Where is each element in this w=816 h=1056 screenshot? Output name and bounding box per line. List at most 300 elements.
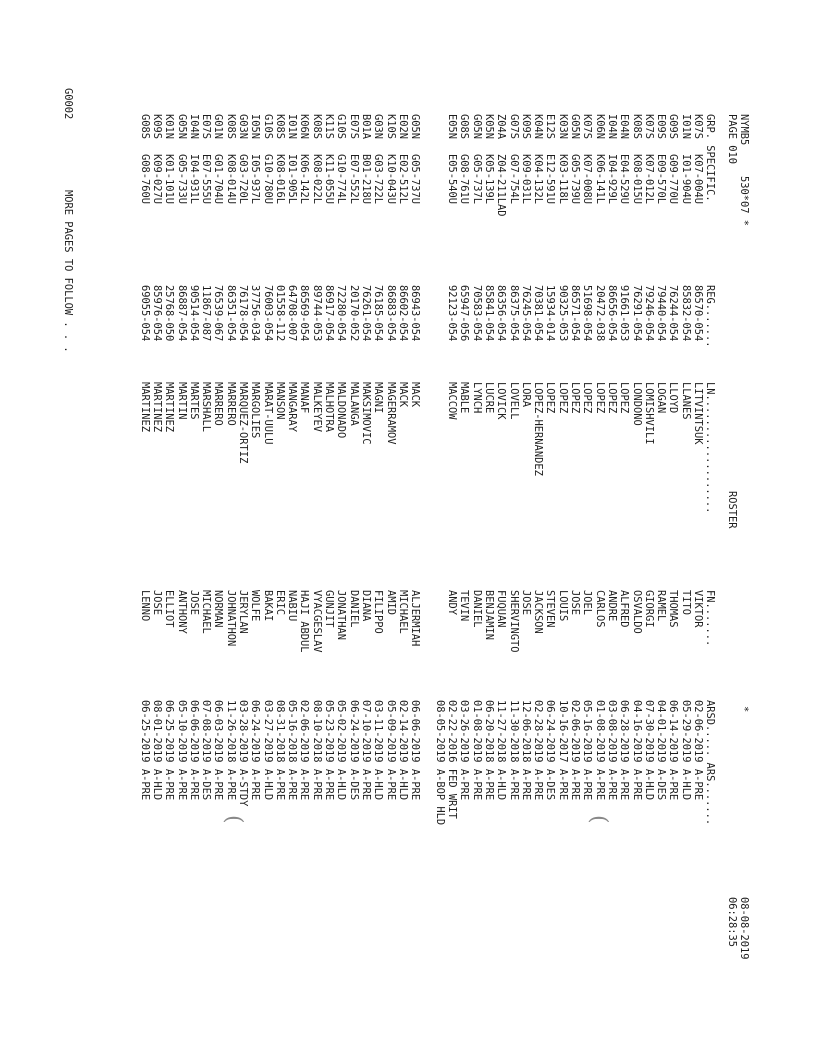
cell-grp: K08S (224, 114, 237, 140)
cell-first-name: ANDRE (605, 590, 618, 622)
cell-specific: E09-570L (655, 154, 668, 205)
cell-grp: E09S (655, 114, 668, 140)
cell-specific: G03-720L (237, 154, 250, 205)
cell-last-name: MARAT-UULU (261, 382, 274, 445)
cell-reg: 64708-007 (286, 285, 299, 342)
cell-last-name: LOPEZ (581, 382, 594, 414)
cell-ards: 08-10-2018 A-PRE (310, 700, 323, 801)
cell-grp: K07S (692, 114, 704, 140)
cell-ards: 07-08-2019 A-DES (200, 700, 213, 801)
table-row (618, 0, 630, 1056)
col-fn: FN....... (704, 590, 716, 647)
table-row (237, 0, 249, 1056)
cell-ards: 04-16-2019 A-PRE (630, 700, 643, 801)
cell-specific: G10-774L (335, 154, 348, 205)
cell-last-name: LOPEZ-HERNANDEZ (532, 382, 545, 476)
cell-reg: 86917-054 (323, 285, 336, 342)
cell-first-name: MICHAEL (396, 590, 409, 634)
cell-grp: G01N (212, 114, 225, 140)
margin-paren-mark: ( (221, 815, 246, 824)
cell-first-name: TEVIN (458, 590, 471, 622)
cell-ards: 06-14-2019 A-PRE (667, 700, 680, 801)
table-row (261, 0, 273, 1056)
cell-specific: K06-142L (298, 154, 311, 205)
cell-specific: K01-101U (163, 154, 176, 205)
cell-grp: G03N (237, 114, 250, 140)
cell-last-name: MARTES (187, 382, 200, 420)
cell-first-name: JACKSON (532, 590, 545, 634)
cell-specific: I01-904U (679, 154, 692, 205)
cell-specific: K07-008U (581, 154, 594, 205)
table-row (630, 0, 642, 1056)
cell-specific: K08-014U (224, 154, 237, 205)
cell-last-name: LOMISHVILI (642, 382, 655, 445)
cell-reg: 51698-054 (581, 285, 594, 342)
cell-specific: K07-012L (642, 154, 655, 205)
cell-last-name: MARRERO (224, 382, 237, 426)
table-row (311, 0, 323, 1056)
cell-last-name: LOGAN (655, 382, 668, 414)
cell-grp: I05N (249, 114, 262, 140)
cell-first-name: BENJAMIN (482, 590, 495, 641)
cell-reg: 86569-054 (298, 285, 311, 342)
report-subheader-line (726, 0, 738, 948)
cell-reg: 86883-054 (384, 285, 397, 342)
cell-specific: K08-016L (273, 154, 286, 205)
cell-specific: E05-540U (446, 154, 459, 205)
cell-first-name: CARLOS (593, 590, 606, 628)
cell-last-name: LLOYD (667, 382, 680, 414)
cell-first-name: JOSE (569, 590, 582, 616)
page-footer (62, 0, 74, 353)
table-row (200, 0, 212, 1056)
cell-reg: 11867-087 (200, 285, 213, 342)
cell-specific: G01-704U (212, 154, 225, 205)
cell-last-name: MANSON (273, 382, 286, 420)
table-row (372, 0, 384, 1056)
cell-reg: 65947-056 (458, 285, 471, 342)
table-row (507, 0, 519, 1056)
table-row (556, 0, 568, 1056)
cell-grp: I04N (605, 114, 618, 140)
table-row (544, 0, 556, 1056)
cell-ards: 10-16-2017 A-PRE (556, 700, 569, 801)
cell-specific: K05-139L (482, 154, 495, 205)
cell-grp: E12S (544, 114, 557, 140)
cell-specific: I04-929L (605, 154, 618, 205)
col-ln: LN................... (704, 382, 716, 514)
cell-first-name: NABIU (286, 590, 299, 622)
cell-last-name: LOVELL (507, 382, 520, 420)
cell-grp: G08S (458, 114, 471, 140)
cell-ards: 06-24-2019 A-DES (544, 700, 557, 801)
page-number: PAGE 010 (726, 114, 738, 165)
cell-ards: 06-03-2019 A-PRE (212, 700, 225, 801)
cell-specific: G05-737U (409, 154, 422, 205)
cell-specific: I01-905L (286, 154, 299, 205)
cell-last-name: MAGNI (372, 382, 385, 414)
cell-first-name: GUNJIT (323, 590, 336, 628)
cell-specific: E07-555U (200, 154, 213, 205)
table-row (483, 0, 495, 1056)
cell-first-name: AMID (384, 590, 397, 616)
cell-specific: I05-937L (249, 154, 262, 205)
cell-specific: G05-733U (175, 154, 188, 205)
cell-grp: G08S (138, 114, 151, 140)
cell-first-name: JOSE (187, 590, 200, 616)
table-row (224, 0, 236, 1056)
table-row (298, 0, 310, 1056)
cell-grp: G05N (470, 114, 483, 140)
cell-ards: 02-06-2019 A-PRE (298, 700, 311, 801)
cell-last-name: MARGOLIES (249, 382, 262, 439)
cell-reg: 91661-053 (618, 285, 631, 342)
cell-ards: 03-11-2019 A-HLD (372, 700, 385, 801)
cell-ards: 08-05-2019 A-BOP HLD (433, 700, 446, 826)
cell-ards: 06-25-2019 A-PRE (163, 700, 176, 801)
cell-grp: G05N (569, 114, 582, 140)
cell-reg: 90514-054 (187, 285, 200, 342)
cell-first-name: WOLFE (249, 590, 262, 622)
cell-reg: 70381-054 (532, 285, 545, 342)
cell-ards: 11-26-2018 A-PRE (224, 700, 237, 801)
table-row (569, 0, 581, 1056)
cell-first-name: RAMEL (655, 590, 668, 622)
table-row (188, 0, 200, 1056)
cell-ards: 02-06-2019 A-PRE (569, 700, 582, 801)
table-row (212, 0, 224, 1056)
cell-reg: 85976-054 (150, 285, 163, 342)
cell-first-name: THOMAS (667, 590, 680, 628)
cell-grp: K09S (150, 114, 163, 140)
cell-first-name: ANTHONY (175, 590, 188, 634)
cell-last-name: MACCOW (446, 382, 459, 420)
table-row (667, 0, 679, 1056)
cell-grp: K04N (532, 114, 545, 140)
cell-reg: 86887-054 (175, 285, 188, 342)
cell-last-name: LOPEZ (618, 382, 631, 414)
cell-ards: 11-30-2018 A-PRE (507, 700, 520, 801)
table-row (679, 0, 691, 1056)
cell-grp: E02N (396, 114, 409, 140)
cell-ards: 11-27-2018 A-HLD (495, 700, 508, 801)
col-reg: REG....... (704, 285, 716, 348)
cell-ards: 06-24-2019 A-DES (347, 700, 360, 801)
table-row (163, 0, 175, 1056)
cell-last-name: MARTINEZ (163, 382, 176, 433)
table-row (581, 0, 593, 1056)
cell-last-name: MANGARAY (286, 382, 299, 433)
cell-grp: E04N (618, 114, 631, 140)
report-date: 08-08-2019 (738, 897, 750, 960)
cell-reg: 86943-054 (409, 285, 422, 342)
table-row (655, 0, 667, 1056)
cell-ards: 06-20-2018 A-PRE (482, 700, 495, 801)
cell-ards: 06-06-2019 A-PRE (187, 700, 200, 801)
cell-first-name: JOSE (150, 590, 163, 616)
cell-ards: 01-08-2019 A-PRE (593, 700, 606, 801)
cell-reg: 76178-054 (237, 285, 250, 342)
cell-ards: 04-01-2019 A-DES (655, 700, 668, 801)
cell-grp: K01N (163, 114, 176, 140)
cell-grp: Z04A (495, 114, 508, 140)
cell-specific: B01-218U (359, 154, 372, 205)
cell-first-name: VYACGESLAV (310, 590, 323, 653)
table-row (323, 0, 335, 1056)
col-grp-specific: GRP. SPECIFIC. (704, 114, 716, 202)
cell-ards: 07-10-2019 A-PRE (359, 700, 372, 801)
table-row (274, 0, 286, 1056)
cell-last-name: LONDONO (630, 382, 643, 426)
cell-first-name: DANIEL (347, 590, 360, 628)
cell-ards: 06-06-2019 A-PRE (409, 700, 422, 801)
cell-ards: 01-08-2019 A-PRE (470, 700, 483, 801)
cell-ards: 07-30-2019 A-HLD (642, 700, 655, 801)
table-row (138, 0, 150, 1056)
cell-reg: 70583-054 (470, 285, 483, 342)
table-row (384, 0, 396, 1056)
table-row (151, 0, 163, 1056)
cell-reg: 85841-054 (482, 285, 495, 342)
cell-first-name: NORMAN (212, 590, 225, 628)
cell-reg: 76244-054 (667, 285, 680, 342)
table-row (175, 0, 187, 1056)
cell-ards: 02-22-2016 FED WRIT (446, 700, 459, 819)
cell-reg: 90325-053 (556, 285, 569, 342)
cell-last-name: MANAF (298, 382, 311, 414)
cell-specific: G05-737L (470, 154, 483, 205)
cell-grp: I01N (679, 114, 692, 140)
cell-reg: 79440-054 (655, 285, 668, 342)
cell-grp: K10S (384, 114, 397, 140)
table-row (360, 0, 372, 1056)
col-ards: ARSD..... ARS....... (704, 700, 716, 826)
report-header-line (738, 0, 750, 960)
cell-specific: K09-031L (519, 154, 532, 205)
table-row (397, 0, 409, 1056)
cell-last-name: LYNCH (470, 382, 483, 414)
cell-ards: 02-28-2019 A-PRE (532, 700, 545, 801)
cell-reg: 89744-053 (310, 285, 323, 342)
report-id: NYMB5 (738, 114, 750, 146)
cell-ards: 02-06-2019 A-PRE (692, 700, 704, 801)
cell-ards: 06-24-2019 A-PRE (249, 700, 262, 801)
cell-specific: I04-931L (187, 154, 200, 205)
cell-first-name: SHERVINGTO (507, 590, 520, 653)
cell-ards: 05-23-2019 A-PRE (323, 700, 336, 801)
cell-first-name: JOEL (581, 590, 594, 616)
cell-specific: E04-529U (618, 154, 631, 205)
cell-grp: G05N (409, 114, 422, 140)
cell-grp: K11S (323, 114, 336, 140)
cell-last-name: LITVINTSUK (692, 382, 704, 445)
cell-grp: G10S (261, 114, 274, 140)
footer-note: MORE PAGES TO FOLLOW . . . (62, 190, 74, 353)
cell-last-name: LUCRE (482, 382, 495, 414)
cell-grp: K07S (642, 114, 655, 140)
cell-specific: K07-004U (692, 154, 704, 205)
cell-grp: G10S (335, 114, 348, 140)
cell-ards: 06-25-2019 A-PRE (138, 700, 151, 801)
cell-reg: 86656-054 (605, 285, 618, 342)
cell-last-name: MARQUEZ-ORTIZ (237, 382, 250, 464)
cell-first-name: ALJERMIAH (409, 590, 422, 647)
cell-specific: K08-015U (630, 154, 643, 205)
cell-ards: 03-26-2019 A-PRE (458, 700, 471, 801)
cell-grp: K08S (273, 114, 286, 140)
cell-specific: K11-055U (323, 154, 336, 205)
cell-grp: K05N (482, 114, 495, 140)
cell-first-name: LOUIS (556, 590, 569, 622)
cell-reg: 76291-054 (630, 285, 643, 342)
cell-reg: 20472-038 (593, 285, 606, 342)
cell-specific: K08-022L (310, 154, 323, 205)
cell-last-name: LOPEZ (569, 382, 582, 414)
cell-last-name: LOVICK (495, 382, 508, 420)
cell-last-name: MACK (409, 382, 422, 408)
cell-first-name: VIKTOR (692, 590, 704, 628)
table-row (520, 0, 532, 1056)
cell-reg: 86571-054 (569, 285, 582, 342)
cell-first-name: JONATHAN (335, 590, 348, 641)
cell-first-name: HAJI ABDUL (298, 590, 311, 653)
cell-reg: 86351-054 (224, 285, 237, 342)
cell-last-name: MARTINEZ (150, 382, 163, 433)
cell-specific: G08-761U (458, 154, 471, 205)
cell-last-name: LOPEZ (605, 382, 618, 414)
cell-reg: 15934-014 (544, 285, 557, 342)
cell-reg: 76185-054 (372, 285, 385, 342)
cell-first-name: ANDY (446, 590, 459, 616)
cell-last-name: MARSHALL (200, 382, 213, 433)
table-row (495, 0, 507, 1056)
cell-first-name: TITO (679, 590, 692, 616)
cell-first-name: ALFRED (618, 590, 631, 628)
cell-grp: K06N (593, 114, 606, 140)
cell-first-name: GIORGI (642, 590, 655, 628)
cell-ards: 06-28-2019 A-PRE (618, 700, 631, 801)
cell-first-name: ERIC (273, 590, 286, 616)
table-row (643, 0, 655, 1056)
cell-specific: K10-043U (384, 154, 397, 205)
cell-first-name: JOSE (519, 590, 532, 616)
cell-grp: G03N (372, 114, 385, 140)
cell-ards: 03-28-2019 A-STDY (237, 700, 250, 807)
cell-grp: K08S (630, 114, 643, 140)
cell-reg: 86602-054 (396, 285, 409, 342)
cell-first-name: LENNO (138, 590, 151, 622)
roster-table (138, 0, 704, 1056)
cell-grp: G07S (507, 114, 520, 140)
cell-specific: K04-132L (532, 154, 545, 205)
cell-first-name: JERYLAN (237, 590, 250, 634)
cell-last-name: LORA (519, 382, 532, 408)
cell-last-name: MACK (396, 382, 409, 408)
table-row (458, 0, 470, 1056)
cell-specific: G05-739U (569, 154, 582, 205)
cell-grp: G05N (175, 114, 188, 140)
cell-reg: 85832-054 (679, 285, 692, 342)
cell-ards: 03-08-2019 A-PRE (605, 700, 618, 801)
cell-first-name: MICHAEL (200, 590, 213, 634)
table-row (433, 0, 445, 1056)
group-spacer (421, 0, 433, 1056)
table-row (470, 0, 482, 1056)
cell-first-name: OSVALDO (630, 590, 643, 634)
cell-ards: 05-10-2019 A-PRE (175, 700, 188, 801)
cell-grp: K07S (581, 114, 594, 140)
cell-reg: 86356-054 (495, 285, 508, 342)
cell-reg: 76245-054 (519, 285, 532, 342)
cell-last-name: MABLE (458, 382, 471, 414)
cell-reg: 69055-054 (138, 285, 151, 342)
cell-specific: E02-512L (396, 154, 409, 205)
cell-ards: 05-16-2018 A-PRE (286, 700, 299, 801)
cell-last-name: LLANES (679, 382, 692, 420)
report-code: 530*07 * (738, 176, 750, 227)
cell-reg: 76539-067 (212, 285, 225, 342)
cell-ards: 08-01-2019 A-HLD (150, 700, 163, 801)
cell-specific: Z04-211LAD (495, 154, 508, 217)
cell-reg: 25768-050 (163, 285, 176, 342)
cell-grp: K06N (298, 114, 311, 140)
table-row (532, 0, 544, 1056)
cell-first-name: ELLIOT (163, 590, 176, 628)
cell-reg: 92123-054 (446, 285, 459, 342)
cell-reg: 86375-054 (507, 285, 520, 342)
cell-last-name: MARTINEZ (138, 382, 151, 433)
cell-first-name: FUQUAN (495, 590, 508, 628)
cell-last-name: MALANGA (347, 382, 360, 426)
table-row (347, 0, 359, 1056)
cell-last-name: MALHOTRA (323, 382, 336, 433)
table-row (446, 0, 458, 1056)
cell-first-name: FILIPPO (372, 590, 385, 634)
cell-first-name: BAKAI (261, 590, 274, 622)
cell-reg: 20170-052 (347, 285, 360, 342)
cell-grp: E07S (200, 114, 213, 140)
cell-reg: 37756-034 (249, 285, 262, 342)
table-row (606, 0, 618, 1056)
cell-reg: 86570-054 (692, 285, 704, 342)
cell-first-name: JOHNATHON (224, 590, 237, 647)
cell-specific: K03-118L (556, 154, 569, 205)
cell-grp: K03N (556, 114, 569, 140)
cell-ards: 05-29-2019 A-HLD (679, 700, 692, 801)
cell-first-name: STEVEN (544, 590, 557, 628)
footer-code: G0002 (62, 88, 74, 120)
page-title: ROSTER (726, 491, 738, 529)
cell-grp: E07S (347, 114, 360, 140)
cell-grp: K08S (310, 114, 323, 140)
cell-specific: G03-722L (372, 154, 385, 205)
cell-reg: 01558-112 (273, 285, 286, 342)
cell-specific: E07-552L (347, 154, 360, 205)
cell-ards: 12-06-2018 A-PRE (519, 700, 532, 801)
margin-paren-mark: ( (586, 815, 611, 824)
cell-last-name: MAKSIMOVIC (359, 382, 372, 445)
cell-last-name: LOPEZ (556, 382, 569, 414)
table-row (692, 0, 704, 1056)
cell-last-name: LOPEZ (544, 382, 557, 414)
cell-grp: K09S (519, 114, 532, 140)
table-row (409, 0, 421, 1056)
cell-ards: 08-31-2018 A-PRE (273, 700, 286, 801)
cell-ards: 02-14-2019 A-HLD (396, 700, 409, 801)
cell-ards: 05-02-2019 A-HLD (335, 700, 348, 801)
cell-ards: 05-09-2019 A-PRE (384, 700, 397, 801)
cell-reg: 76261-054 (359, 285, 372, 342)
